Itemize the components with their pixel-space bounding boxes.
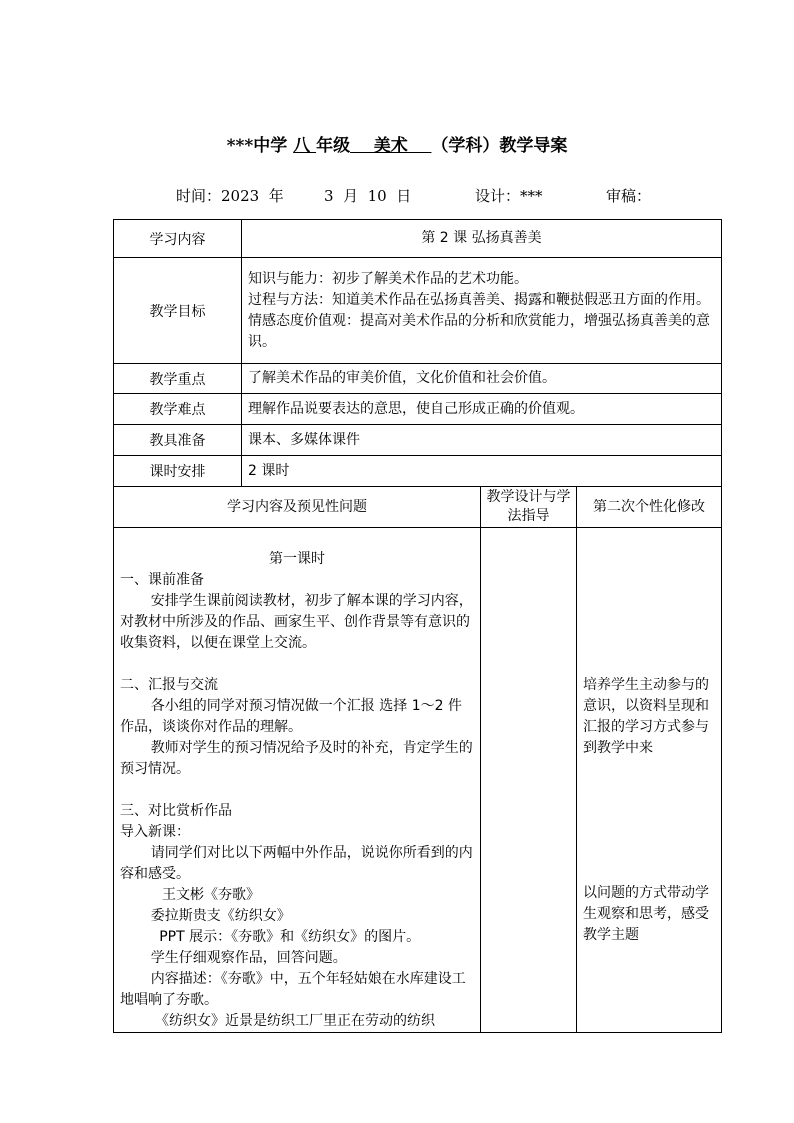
meta-line	[0, 185, 794, 205]
title-suffix: （学科）教学导案	[431, 136, 568, 156]
row-label: 学习内容	[114, 220, 242, 258]
header-content: 学习内容及预见性问题	[114, 487, 481, 528]
paragraph: 内容描述：《夯歌》中，五个年轻姑娘在水库建设工地唱响了夯歌。	[120, 971, 466, 1008]
time-label: 时间：2023 年	[176, 187, 284, 205]
row-goals	[114, 258, 722, 364]
column-header-row	[114, 487, 722, 528]
artwork-line: 委拉斯贵支《纺织女》	[150, 908, 291, 924]
goal-line: 情感态度价值观：提高对美术作品的分析和欣赏能力，增强弘扬真善美的意识。	[248, 312, 710, 350]
row-value: 了解美术作品的审美价值，文化价值和社会价值。	[242, 364, 722, 394]
document-title	[0, 131, 794, 156]
row-value: 课本、多媒体课件	[242, 425, 722, 456]
paragraph: 教师对学生的预习情况给予及时的补充，肯定学生的预习情况。	[120, 740, 473, 777]
paragraph: 请同学们对比以下两幅中外作品，说说你所看到的内容和感受。	[120, 845, 473, 882]
row-value: 2 课时	[242, 456, 722, 487]
row-content	[114, 220, 722, 258]
row-label: 教学目标	[114, 258, 242, 364]
row-value: 理解作品说要表达的意思，使自己形成正确的价值观。	[242, 394, 722, 425]
body-row	[114, 528, 722, 1033]
paragraph: 学生仔细观察作品，回答问题。	[150, 950, 347, 966]
row-label: 教学重点	[114, 364, 242, 394]
lesson-plan-table	[113, 219, 722, 1033]
paragraph: PPT 展示：《夯歌》和《纺织女》的图片。	[159, 929, 421, 945]
note: 培养学生主动参与的意识，以资料呈现和汇报的学习方式参与到教学中来	[583, 677, 709, 756]
date-value: 3 月 10 日	[324, 187, 412, 205]
row-schedule	[114, 456, 722, 487]
goal-line: 知识与能力：初步了解美术作品的艺术功能。	[248, 270, 528, 287]
paragraph: 安排学生课前阅读教材，初步了解本课的学习内容，对教材中所涉及的作品、画家生平、创作背景等有意识的收集资料，以便在课堂上交流。	[120, 593, 473, 651]
row-value-lesson: 第 2 课 弘扬真善美	[242, 220, 722, 258]
title-mid: 年级	[316, 136, 351, 156]
title-grade: 八	[293, 136, 317, 156]
row-label: 教具准备	[114, 425, 242, 456]
designer: 设计：***	[475, 187, 543, 205]
section-title: 三、对比赏析作品	[120, 803, 232, 819]
section-title: 二、汇报与交流	[120, 677, 218, 693]
revision-cell	[577, 528, 722, 1033]
row-label: 教学难点	[114, 394, 242, 425]
paragraph: 《纺织女》近景是纺织工厂里正在劳动的纺织	[155, 1013, 435, 1029]
title-prefix: ***中学	[226, 136, 294, 156]
paragraph: 各小组的同学对预习情况做一个汇报 选择 1～2 件作品，谈谈你对作品的理解。	[120, 698, 462, 735]
goals-cell	[242, 258, 722, 364]
row-key	[114, 364, 722, 394]
note: 以问题的方式带动学生观察和思考，感受教学主题	[583, 885, 709, 943]
header-design: 教学设计与学法指导	[481, 487, 577, 528]
row-difficulty	[114, 394, 722, 425]
row-tools	[114, 425, 722, 456]
lesson-heading: 第一课时	[269, 551, 325, 567]
content-cell	[114, 528, 481, 1033]
header-revision: 第二次个性化修改	[577, 487, 722, 528]
design-cell	[481, 528, 577, 1033]
reviewer: 审稿：	[606, 187, 652, 205]
goal-line: 过程与方法：知道美术作品在弘扬真善美、揭露和鞭挞假恶丑方面的作用。	[248, 291, 710, 308]
section-title: 一、课前准备	[120, 572, 204, 588]
paragraph: 导入新课：	[120, 824, 190, 840]
row-label: 课时安排	[114, 456, 242, 487]
artwork-line: 王文彬《夯歌》	[162, 887, 260, 903]
title-subject: 美术	[350, 136, 432, 156]
